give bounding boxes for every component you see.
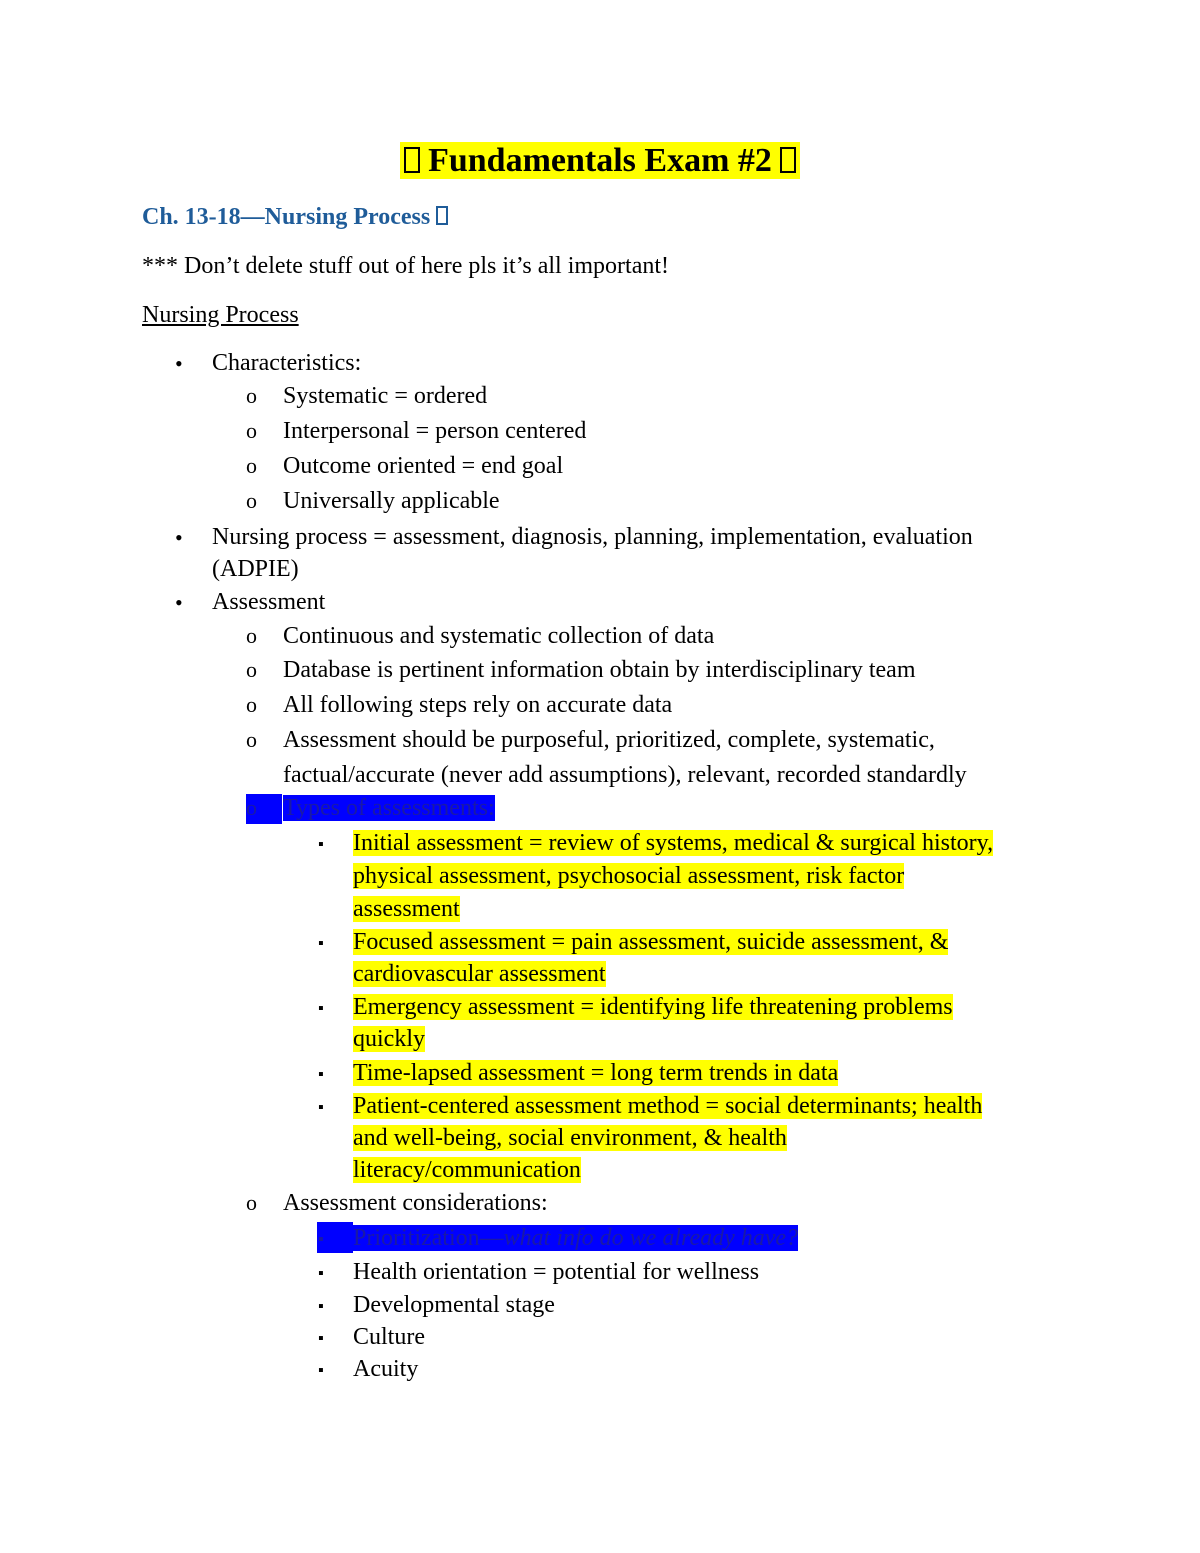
title-text: Fundamentals Exam #2 [428,142,772,179]
list-item-continued: factual/accurate (never add assumptions), relevant, recorded standardly [283,762,967,788]
bullet-level2: o [246,453,257,478]
highlighted-text: assessment [353,896,460,922]
missing-glyph-icon [780,147,795,173]
bullet-level1: • [175,590,183,615]
list-item: Universally applicable [283,488,500,514]
document-title [0,140,1200,182]
bullet-level2: o [246,727,257,752]
highlighted-text: cardiovascular assessment [353,961,606,987]
chapter-number: Ch. 13-18 [142,204,241,230]
highlighted-text: quickly [353,1026,425,1052]
list-item-highlighted [353,1154,581,1186]
list-item: Continuous and systematic collection of data [283,623,715,649]
bullet-level2: o [246,795,257,820]
missing-glyph-icon [404,147,419,173]
bullet-level3: ▪ [318,1099,324,1116]
bullet-level3: ▪ [318,1298,324,1315]
bullet-level3: ▪ [318,1362,324,1379]
list-item: Outcome oriented = end goal [283,453,564,479]
list-item: Assessment considerations: [283,1190,548,1216]
list-item-highlighted [353,958,606,990]
highlighted-text: physical assessment, psychosocial assessment, risk factor [353,863,905,889]
bullet-level3: ▪ [318,1066,324,1083]
highlighted-text: Prioritization [353,1225,480,1251]
highlighted-text: Types of assessments: [283,795,495,821]
missing-glyph-icon [436,206,448,225]
bullet-level3: ▪ [318,1000,324,1017]
list-item-highlighted [353,991,953,1023]
highlighted-text: Time-lapsed assessment = long term trends in data [353,1060,839,1086]
list-item: Nursing process = assessment, diagnosis, planning, implementation, evaluation [212,524,973,550]
bullet-level2: o [246,623,257,648]
list-item: Database is pertinent information obtain by interdisciplinary team [283,657,916,683]
list-item: Acuity [353,1356,419,1382]
list-item-highlighted [353,926,948,958]
bullet-level3: ▪ [318,935,324,952]
chapter-dash: — [240,204,265,230]
list-item-highlighted [353,1023,425,1055]
list-item: Assessment [212,589,326,615]
chapter-heading [142,201,448,233]
chapter-name: Nursing Process [264,204,431,230]
list-item-highlighted [283,792,495,824]
list-item-highlighted [353,1222,798,1254]
bullet-level1: • [175,525,183,550]
highlighted-italic-text: what info do we already have? [503,1225,799,1251]
bullet-level3: ▪ [318,1330,324,1347]
bullet-level2: o [246,1190,257,1215]
list-item: All following steps rely on accurate data [283,692,673,718]
list-item-highlighted [353,860,904,892]
list-item: Interpersonal = person centered [283,418,587,444]
list-item: Systematic = ordered [283,383,488,409]
list-item-highlighted [353,1122,787,1154]
bullet-level2: o [246,692,257,717]
highlighted-text: Emergency assessment = identifying life threatening problems [353,994,953,1020]
list-item: Assessment should be purposeful, prioritized, complete, systematic, [283,727,935,753]
bullet-level1: • [175,351,183,376]
title-highlight [400,142,799,179]
note-text: *** Don’t delete stuff out of here pls it’s all important! [142,253,670,279]
highlighted-text: and well-being, social environment, & health [353,1125,787,1151]
highlighted-text: Patient-centered assessment method = social determinants; health [353,1093,983,1119]
highlighted-dash: — [479,1225,504,1251]
list-item: Characteristics: [212,350,362,376]
bullet-level2: o [246,657,257,682]
bullet-level2: o [246,418,257,443]
list-item-highlighted [353,1090,982,1122]
list-item: Health orientation = potential for wellness [353,1259,760,1285]
list-item-highlighted [353,893,460,925]
highlighted-text: Initial assessment = review of systems, medical & surgical history, [353,830,994,856]
list-item: Developmental stage [353,1292,555,1318]
list-item-continued: (ADPIE) [212,556,299,582]
list-item-highlighted [353,827,993,859]
section-heading: Nursing Process [142,302,299,328]
list-item-highlighted [353,1057,838,1089]
bullet-level3: ▪ [318,836,324,853]
bullet-level2: o [246,488,257,513]
highlighted-text: literacy/communication [353,1157,581,1183]
bullet-level3: ▪ [318,1265,324,1282]
bullet-level2: o [246,383,257,408]
list-item: Culture [353,1324,425,1350]
highlighted-text: Focused assessment = pain assessment, suicide assessment, & [353,929,949,955]
bullet-level3: ▪ [318,1231,324,1248]
